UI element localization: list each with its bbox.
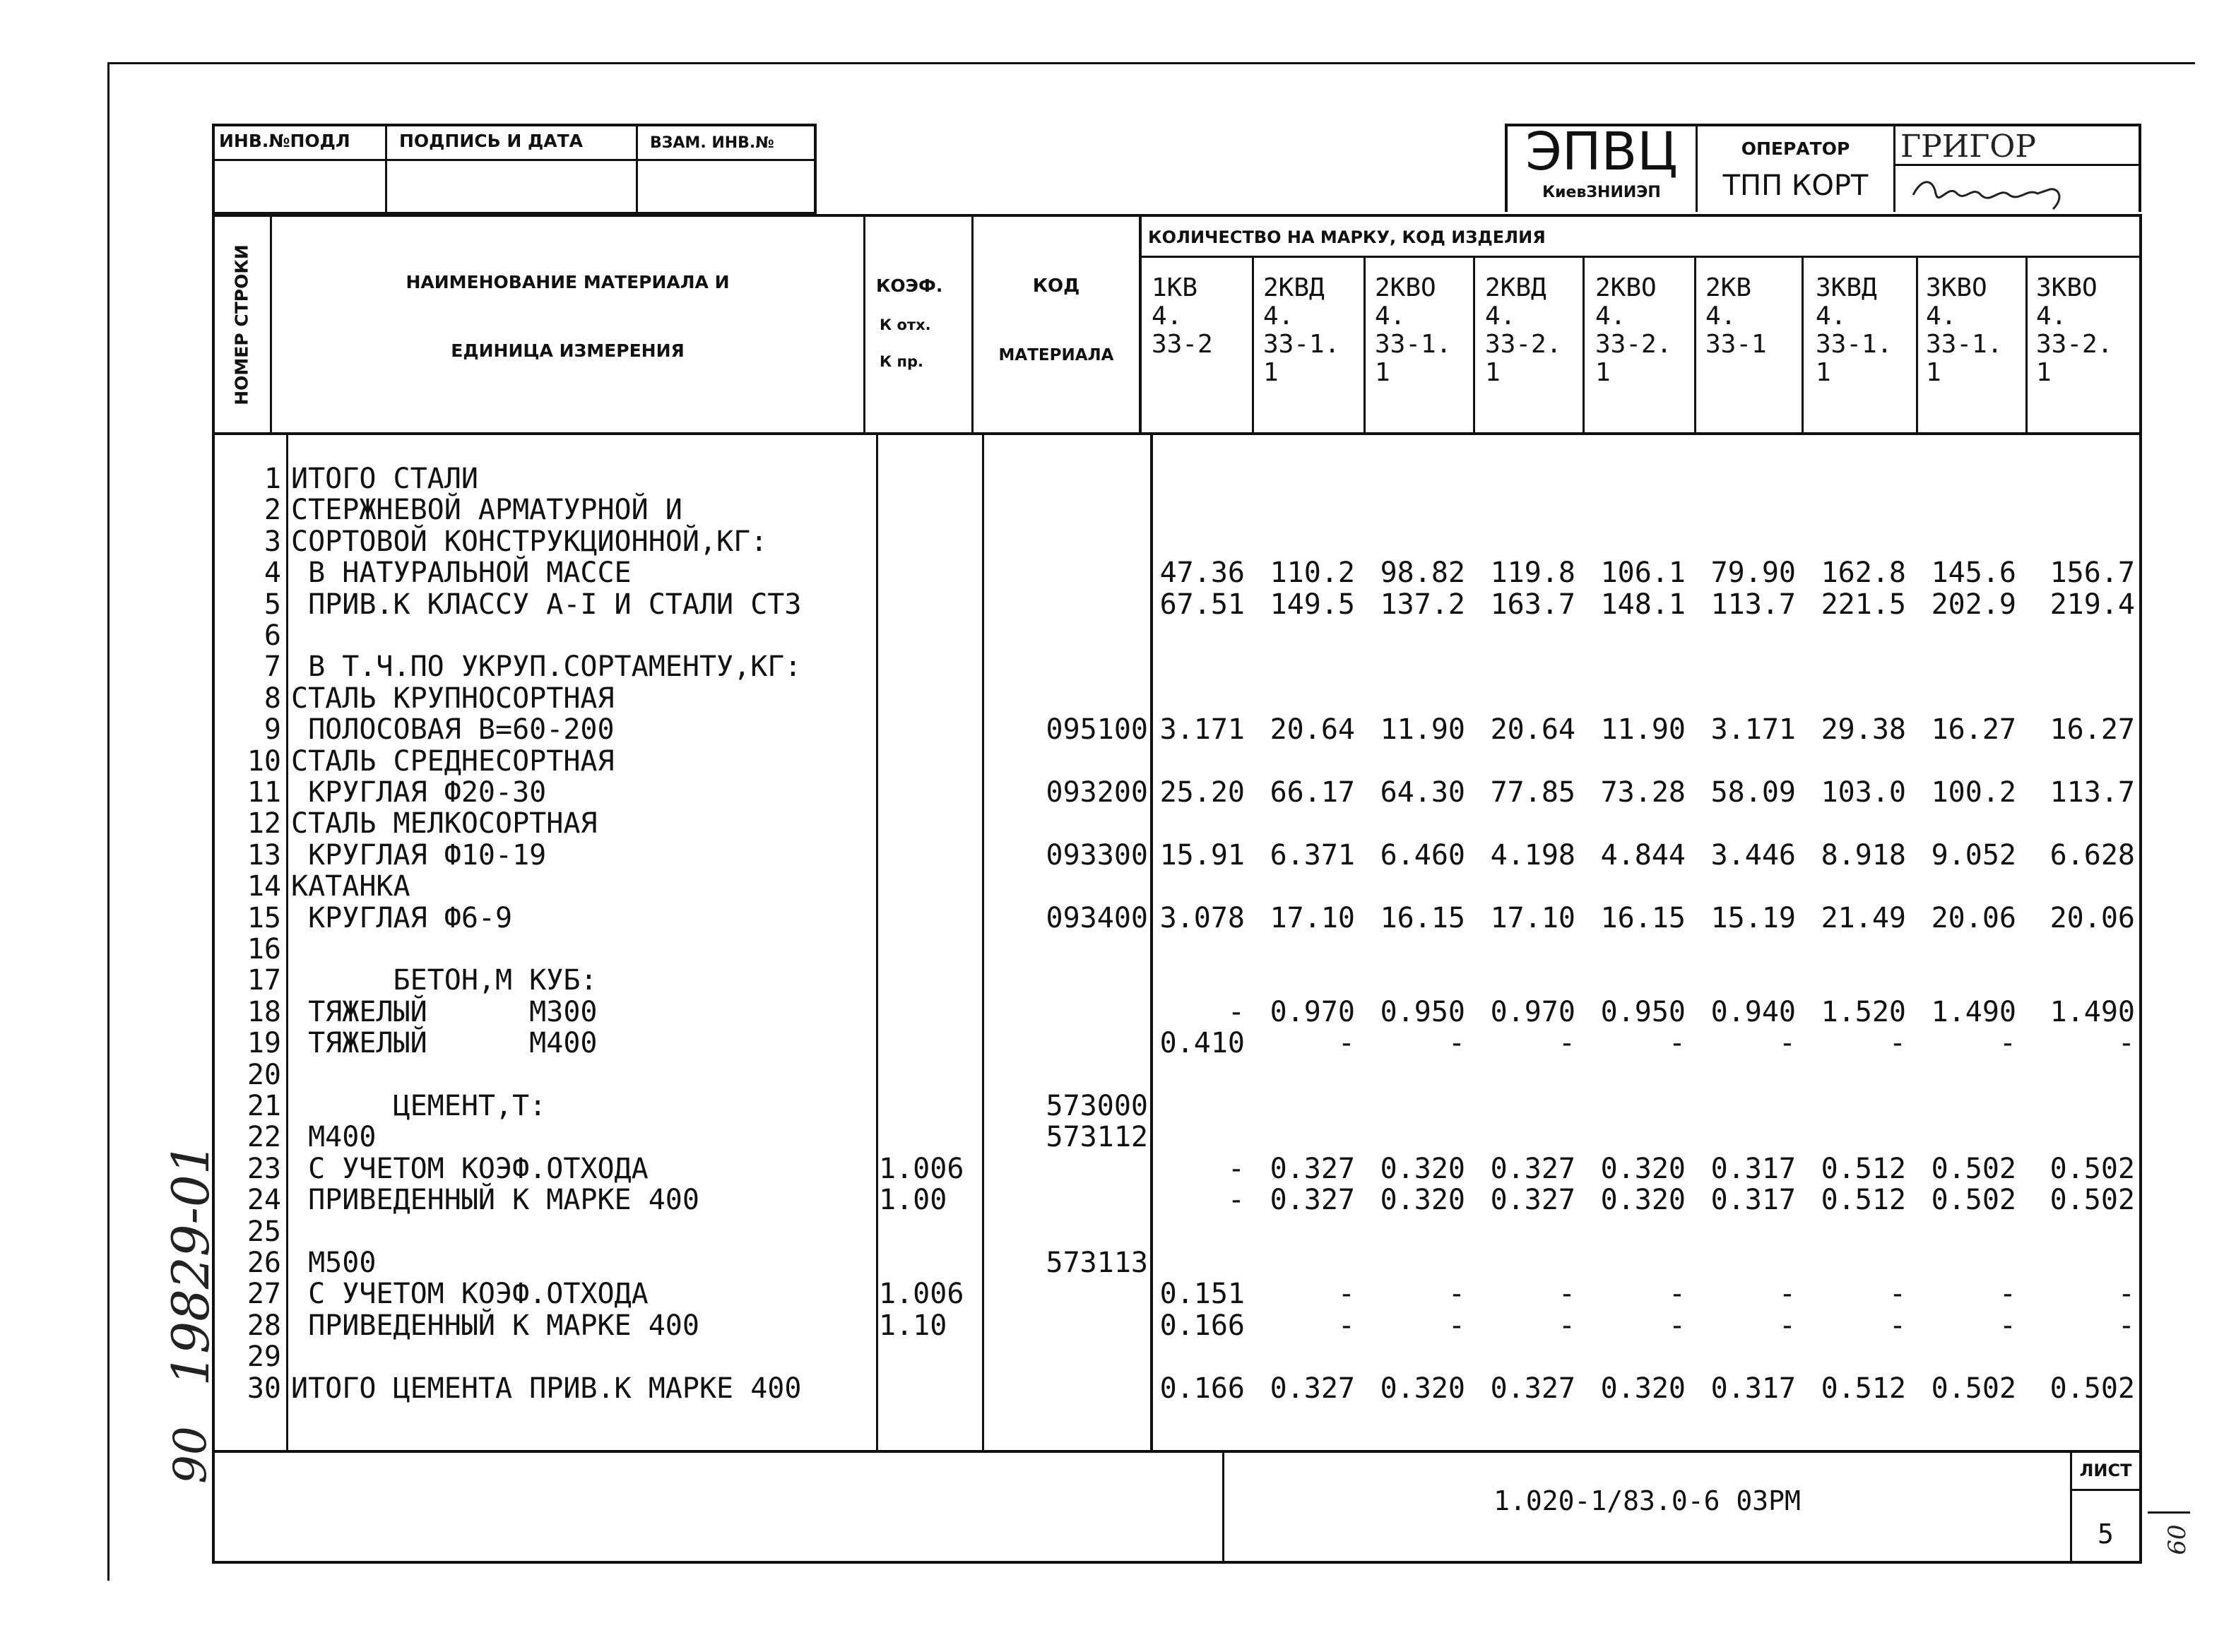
table-row — [0, 1341, 2236, 1372]
table-row — [0, 1278, 2236, 1309]
quantity-cell: - — [1227, 1184, 1245, 1217]
material-code: 573000 — [1046, 1090, 1148, 1122]
material-name: ИТОГО СТАЛИ — [291, 463, 478, 495]
quantity-cell: 103.0 — [1821, 776, 1906, 809]
table-row — [0, 1121, 2236, 1152]
table-row — [0, 650, 2236, 682]
margin-vertical-number: 19829-01 — [161, 1142, 220, 1386]
material-name: СТЕРЖНЕВОЙ АРМАТУРНОЙ И — [291, 494, 682, 527]
table-row — [0, 996, 2236, 1027]
quantity-cell: - — [1778, 1278, 1796, 1311]
quantity-cell: - — [1337, 1027, 1355, 1060]
quantity-cell: 21.49 — [1821, 901, 1906, 934]
header-row-number: НОМЕР СТРОКИ — [231, 244, 252, 405]
column-header-6: 2КВ 4. 33-1 — [1705, 273, 1767, 359]
quantity-cell: 0.317 — [1710, 1152, 1796, 1185]
sheet-label: ЛИСТ — [2079, 1461, 2132, 1480]
quantity-cell: 20.06 — [2049, 901, 2135, 934]
stamp-podpis-data: ПОДПИСЬ И ДАТА — [399, 131, 584, 151]
quantity-cell: 1.520 — [1821, 995, 1906, 1028]
row-number: 22 — [247, 1121, 281, 1154]
row-number: 12 — [247, 807, 281, 840]
quantity-cell: 0.410 — [1159, 1027, 1245, 1060]
quantity-cell: 73.28 — [1600, 776, 1686, 809]
table-row — [0, 870, 2236, 901]
quantity-cell: - — [2117, 1309, 2135, 1342]
column-header-8: 3КВО 4. 33-1. 1 — [1926, 273, 2003, 387]
org-sub: КиевЗНИИЭП — [1542, 184, 1661, 201]
quantity-cell: 77.85 — [1490, 776, 1575, 809]
table-row — [0, 557, 2236, 588]
material-name: ПРИВЕДЕННЫЙ К МАРКЕ 400 — [291, 1309, 699, 1342]
header-koef-line2: К отх. — [880, 316, 931, 333]
quantity-cell: 0.970 — [1490, 995, 1575, 1028]
header-code-line2: МАТЕРИАЛА — [998, 346, 1114, 364]
row-number: 4 — [264, 557, 281, 590]
quantity-cell: - — [1888, 1027, 1906, 1060]
table-row — [0, 902, 2236, 933]
row-number: 21 — [247, 1090, 281, 1122]
row-number: 9 — [264, 713, 281, 747]
quantity-cell: 11.90 — [1380, 713, 1465, 747]
quantity-cell: 0.502 — [1931, 1184, 2016, 1217]
row-number: 25 — [247, 1215, 281, 1248]
quantity-cell: 1.490 — [1931, 995, 2016, 1028]
koef-value: 1.00 — [879, 1184, 947, 1217]
row-number: 24 — [247, 1184, 281, 1217]
material-name: ПРИВ.К КЛАССУ А-I И СТАЛИ СТ3 — [291, 588, 802, 621]
header-material-line1: НАИМЕНОВАНИЕ МАТЕРИАЛА И — [406, 272, 730, 292]
quantity-cell: 47.36 — [1159, 557, 1245, 590]
row-number: 29 — [247, 1341, 281, 1374]
table-row — [0, 682, 2236, 713]
material-name: БЕТОН,М КУБ: — [291, 964, 598, 997]
stamp-vzam-inv: ВЗАМ. ИНВ.№ — [650, 134, 774, 152]
koef-value: 1.006 — [879, 1152, 964, 1185]
header-quantity-title: КОЛИЧЕСТВО НА МАРКУ, КОД ИЗДЕЛИЯ — [1148, 227, 1546, 247]
quantity-cell: 0.502 — [1931, 1152, 2016, 1185]
material-name: В Т.Ч.ПО УКРУП.СОРТАМЕНТУ,КГ: — [291, 650, 802, 684]
material-code: 573112 — [1046, 1121, 1148, 1154]
quantity-cell: 0.950 — [1380, 995, 1465, 1028]
quantity-cell: - — [1778, 1309, 1796, 1342]
quantity-cell: - — [1448, 1309, 1465, 1342]
row-number: 23 — [247, 1152, 281, 1185]
quantity-cell: - — [1227, 1152, 1245, 1185]
quantity-cell: 0.320 — [1600, 1184, 1686, 1217]
table-row — [0, 1372, 2236, 1403]
quantity-cell: 0.320 — [1380, 1372, 1465, 1405]
quantity-cell: 4.844 — [1600, 838, 1686, 872]
row-number: 16 — [247, 933, 281, 965]
row-number: 13 — [247, 838, 281, 872]
koef-value: 1.10 — [879, 1309, 947, 1342]
quantity-cell: - — [1558, 1278, 1575, 1311]
column-header-2: 2КВД 4. 33-1. 1 — [1263, 273, 1340, 387]
org-name: ЭПВЦ — [1525, 121, 1678, 182]
quantity-cell: 64.30 — [1380, 776, 1465, 809]
quantity-cell: 0.327 — [1270, 1184, 1355, 1217]
quantity-cell: 0.502 — [2049, 1372, 2135, 1405]
quantity-cell: 0.327 — [1270, 1372, 1355, 1405]
quantity-cell: 3.078 — [1159, 901, 1245, 934]
quantity-cell: 1.490 — [2049, 995, 2135, 1028]
quantity-cell: 110.2 — [1270, 557, 1355, 590]
quantity-cell: - — [1888, 1278, 1906, 1311]
material-name: М500 — [291, 1247, 377, 1279]
row-number: 30 — [247, 1372, 281, 1405]
table-row — [0, 1247, 2236, 1278]
quantity-cell: 6.371 — [1270, 838, 1355, 872]
material-name: СТАЛЬ КРУПНОСОРТНАЯ — [291, 682, 615, 715]
quantity-cell: 29.38 — [1821, 713, 1906, 747]
quantity-cell: 11.90 — [1600, 713, 1686, 747]
quantity-cell: 113.7 — [1710, 588, 1796, 621]
quantity-cell: 67.51 — [1159, 588, 1245, 621]
quantity-cell: 119.8 — [1490, 557, 1575, 590]
table-row — [0, 713, 2236, 747]
material-name: ПОЛОСОВАЯ В=60-200 — [291, 713, 615, 747]
row-number: 15 — [247, 901, 281, 934]
quantity-cell: 0.320 — [1600, 1152, 1686, 1185]
quantity-cell: 15.19 — [1710, 901, 1796, 934]
quantity-cell: 0.151 — [1159, 1278, 1245, 1311]
column-header-1: 1КВ 4. 33-2 — [1152, 273, 1213, 359]
material-code: 093200 — [1046, 776, 1148, 809]
quantity-cell: - — [1668, 1309, 1686, 1342]
quantity-cell: - — [1448, 1027, 1465, 1060]
header-code-line1: КОД — [1032, 275, 1080, 297]
quantity-cell: 0.166 — [1159, 1309, 1245, 1342]
material-name: КРУГЛАЯ Ф6-9 — [291, 901, 513, 934]
header-koef-line3: К пр. — [880, 353, 923, 370]
quantity-cell: 0.502 — [2049, 1152, 2135, 1185]
quantity-cell: - — [1337, 1278, 1355, 1311]
quantity-cell: 0.512 — [1821, 1184, 1906, 1217]
table-row — [0, 619, 2236, 650]
table-row — [0, 463, 2236, 494]
quantity-cell: - — [1999, 1309, 2016, 1342]
quantity-cell: - — [1337, 1309, 1355, 1342]
quantity-cell: 0.327 — [1490, 1152, 1575, 1185]
operator-name: ГРИГОР — [1900, 129, 2036, 165]
quantity-cell: 25.20 — [1159, 776, 1245, 809]
row-number: 7 — [264, 650, 281, 684]
quantity-cell: 20.64 — [1490, 713, 1575, 747]
quantity-cell: 0.502 — [2049, 1184, 2135, 1217]
quantity-cell: 0.327 — [1490, 1184, 1575, 1217]
operator-signature — [1907, 170, 2070, 213]
material-name: ИТОГО ЦЕМЕНТА ПРИВ.К МАРКЕ 400 — [291, 1372, 802, 1405]
quantity-cell: 20.06 — [1931, 901, 2016, 934]
material-name: ЦЕМЕНТ,Т: — [291, 1090, 547, 1122]
header-material-line2: ЕДИНИЦА ИЗМЕРЕНИЯ — [451, 340, 685, 361]
quantity-cell: 0.317 — [1710, 1184, 1796, 1217]
quantity-cell: 145.6 — [1931, 557, 2016, 590]
quantity-cell: 8.918 — [1821, 838, 1906, 872]
quantity-cell: 0.970 — [1270, 995, 1355, 1028]
quantity-cell: 221.5 — [1821, 588, 1906, 621]
quantity-cell: - — [1778, 1027, 1796, 1060]
quantity-cell: 6.628 — [2049, 838, 2135, 872]
row-number: 20 — [247, 1058, 281, 1091]
margin-side-number: 90 — [165, 1426, 217, 1484]
row-number: 2 — [264, 494, 281, 527]
quantity-cell: 0.317 — [1710, 1372, 1796, 1405]
row-number: 28 — [247, 1309, 281, 1342]
row-number: 8 — [264, 682, 281, 715]
quantity-cell: 137.2 — [1380, 588, 1465, 621]
quantity-cell: 100.2 — [1931, 776, 2016, 809]
quantity-cell: - — [1227, 995, 1245, 1028]
row-number: 26 — [247, 1247, 281, 1279]
quantity-cell: 148.1 — [1600, 588, 1686, 621]
edge-tick — [2148, 1511, 2190, 1514]
row-number: 3 — [264, 525, 281, 558]
material-code: 093300 — [1046, 838, 1148, 872]
quantity-cell: 163.7 — [1490, 588, 1575, 621]
quantity-cell: 9.052 — [1931, 838, 2016, 872]
material-name: КРУГЛАЯ Ф20-30 — [291, 776, 547, 809]
quantity-cell: 4.198 — [1490, 838, 1575, 872]
table-row — [0, 1090, 2236, 1121]
stamp-inv-podl: ИНВ.№ПОДЛ — [219, 131, 350, 151]
row-number: 14 — [247, 870, 281, 903]
material-name: СТАЛЬ МЕЛКОСОРТНАЯ — [291, 807, 598, 840]
table-row — [0, 1153, 2236, 1184]
quantity-cell: 106.1 — [1600, 557, 1686, 590]
material-name: КАТАНКА — [291, 870, 410, 903]
quantity-cell: 17.10 — [1270, 901, 1355, 934]
sheet-number: 5 — [2098, 1519, 2114, 1550]
table-row — [0, 776, 2236, 807]
quantity-cell: 202.9 — [1931, 588, 2016, 621]
quantity-cell: - — [1668, 1027, 1686, 1060]
header-koef-line1: КОЭФ. — [876, 275, 943, 296]
quantity-cell: 16.15 — [1600, 901, 1686, 934]
material-name: ТЯЖЕЛЫЙ М400 — [291, 1027, 598, 1060]
quantity-cell: 79.90 — [1710, 557, 1796, 590]
quantity-cell: 156.7 — [2049, 557, 2135, 590]
material-name: С УЧЕТОМ КОЭФ.ОТХОДА — [291, 1152, 649, 1185]
material-code: 095100 — [1046, 713, 1148, 747]
quantity-cell: 16.27 — [1931, 713, 2016, 747]
row-number: 10 — [247, 744, 281, 778]
row-number: 1 — [264, 463, 281, 495]
row-number: 11 — [247, 776, 281, 809]
quantity-cell: 16.27 — [2049, 713, 2135, 747]
quantity-cell: 3.446 — [1710, 838, 1796, 872]
quantity-cell: 0.512 — [1821, 1372, 1906, 1405]
table-row — [0, 1216, 2236, 1247]
quantity-cell: - — [1999, 1278, 2016, 1311]
quantity-cell: 66.17 — [1270, 776, 1355, 809]
table-row — [0, 933, 2236, 964]
quantity-cell: 162.8 — [1821, 557, 1906, 590]
material-name: М400 — [291, 1121, 377, 1154]
column-header-7: 3КВД 4. 33-1. 1 — [1816, 273, 1893, 387]
quantity-cell: - — [1668, 1278, 1686, 1311]
quantity-cell: 17.10 — [1490, 901, 1575, 934]
operator-value: ТПП КОРТ — [1722, 170, 1869, 202]
koef-value: 1.006 — [879, 1278, 964, 1311]
quantity-cell: 0.320 — [1380, 1152, 1465, 1185]
table-row — [0, 588, 2236, 619]
material-name: СТАЛЬ СРЕДНЕСОРТНАЯ — [291, 744, 615, 778]
column-header-5: 2КВО 4. 33-2. 1 — [1595, 273, 1672, 387]
column-header-3: 2КВО 4. 33-1. 1 — [1375, 273, 1452, 387]
table-row — [0, 807, 2236, 838]
document-code: 1.020-1/83.0-6 03РМ — [1493, 1485, 1801, 1516]
quantity-cell: 20.64 — [1270, 713, 1355, 747]
quantity-cell: 0.327 — [1490, 1372, 1575, 1405]
table-row — [0, 1059, 2236, 1090]
row-number: 19 — [247, 1027, 281, 1060]
quantity-cell: 149.5 — [1270, 588, 1355, 621]
column-header-4: 2КВД 4. 33-2. 1 — [1485, 273, 1562, 387]
quantity-cell: 0.502 — [1931, 1372, 2016, 1405]
quantity-cell: - — [2117, 1278, 2135, 1311]
quantity-cell: 113.7 — [2049, 776, 2135, 809]
quantity-cell: 0.320 — [1380, 1184, 1465, 1217]
quantity-cell: 0.950 — [1600, 995, 1686, 1028]
material-name: ПРИВЕДЕННЫЙ К МАРКЕ 400 — [291, 1184, 699, 1217]
table-row — [0, 745, 2236, 776]
quantity-cell: 15.91 — [1159, 838, 1245, 872]
table-row — [0, 839, 2236, 870]
top-border-line — [107, 62, 2195, 64]
material-name: КРУГЛАЯ Ф10-19 — [291, 838, 547, 872]
row-number: 5 — [264, 588, 281, 621]
quantity-cell: 0.166 — [1159, 1372, 1245, 1405]
quantity-cell: 0.320 — [1600, 1372, 1686, 1405]
quantity-cell: - — [1448, 1278, 1465, 1311]
quantity-cell: - — [2117, 1027, 2135, 1060]
quantity-cell: 0.327 — [1270, 1152, 1355, 1185]
quantity-cell: 219.4 — [2049, 588, 2135, 621]
quantity-cell: 58.09 — [1710, 776, 1796, 809]
quantity-cell: 0.940 — [1710, 995, 1796, 1028]
material-name: С УЧЕТОМ КОЭФ.ОТХОДА — [291, 1278, 649, 1311]
quantity-cell: 98.82 — [1380, 557, 1465, 590]
row-number: 27 — [247, 1278, 281, 1311]
table-row — [0, 1309, 2236, 1341]
table-row — [0, 1184, 2236, 1215]
quantity-cell: - — [1999, 1027, 2016, 1060]
quantity-cell: - — [1888, 1309, 1906, 1342]
quantity-cell: 6.460 — [1380, 838, 1465, 872]
quantity-cell: 0.512 — [1821, 1152, 1906, 1185]
column-header-9: 3КВО 4. 33-2. 1 — [2036, 273, 2113, 387]
quantity-cell: - — [1558, 1027, 1575, 1060]
table-row — [0, 494, 2236, 525]
material-name: ТЯЖЕЛЫЙ М300 — [291, 995, 598, 1028]
material-name: В НАТУРАЛЬНОЙ МАССЕ — [291, 557, 632, 590]
quantity-cell: 16.15 — [1380, 901, 1465, 934]
operator-label: ОПЕРАТОР — [1741, 138, 1850, 159]
row-number: 18 — [247, 995, 281, 1028]
material-code: 093400 — [1046, 901, 1148, 934]
quantity-cell: 3.171 — [1710, 713, 1796, 747]
quantity-cell: 3.171 — [1159, 713, 1245, 747]
row-number: 17 — [247, 964, 281, 997]
material-name: СОРТОВОЙ КОНСТРУКЦИОННОЙ,КГ: — [291, 525, 768, 558]
edge-sheet-number: 60 — [2163, 1524, 2191, 1555]
quantity-cell: - — [1558, 1309, 1575, 1342]
table-row — [0, 525, 2236, 557]
table-row — [0, 1027, 2236, 1058]
table-row — [0, 964, 2236, 995]
row-number: 6 — [264, 619, 281, 652]
material-code: 573113 — [1046, 1247, 1148, 1279]
